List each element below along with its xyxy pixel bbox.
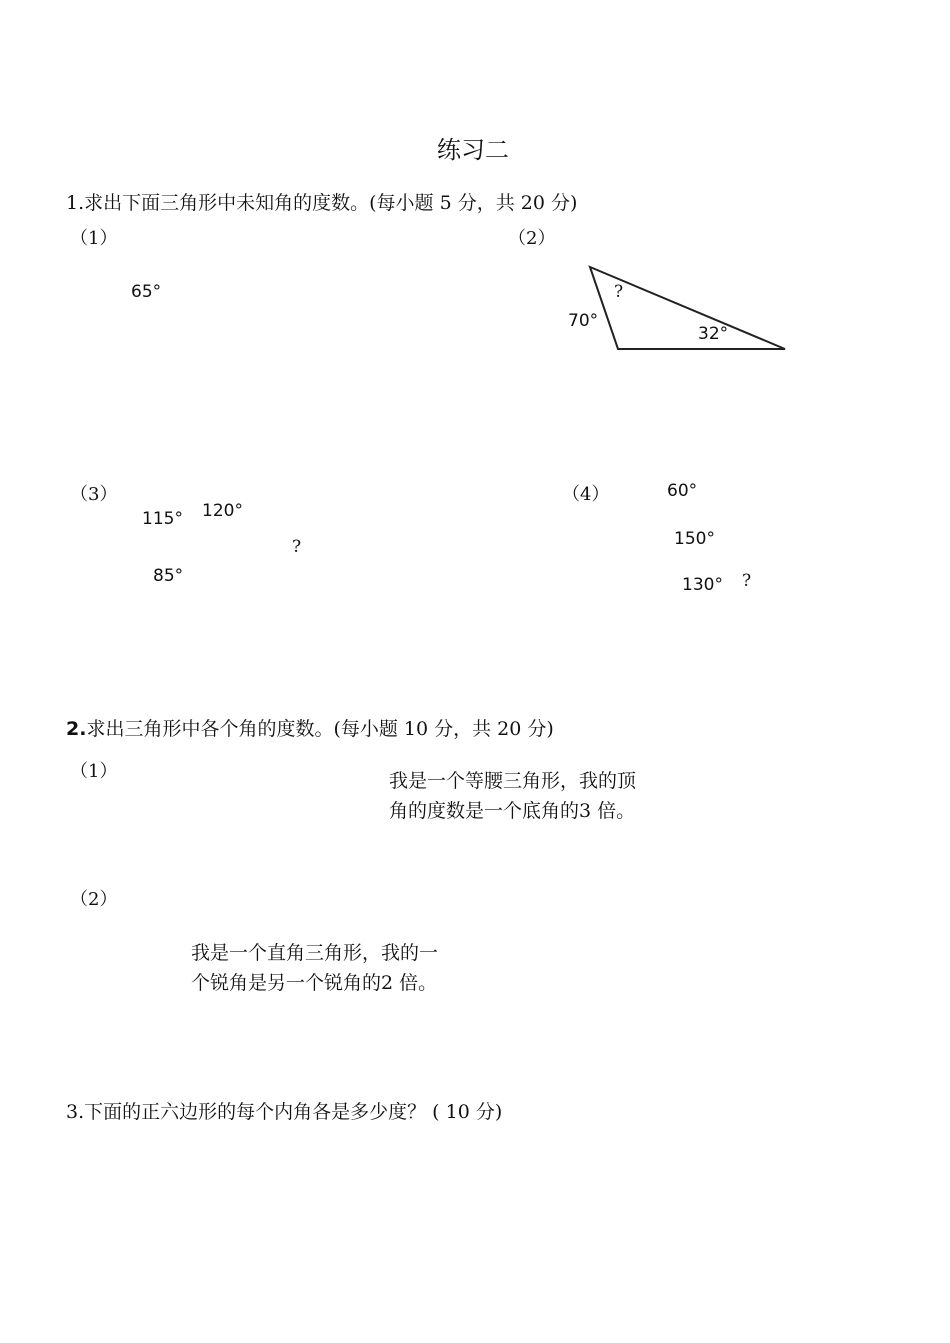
q1-item-3-unknown: ? xyxy=(292,537,302,557)
q2-item-2-statement xyxy=(191,938,438,998)
q2-item-2-line-2: 个锐角是另一个锐角的2 倍。 xyxy=(191,972,438,994)
question-3-prompt: 3.下面的正六边形的每个内角各是多少度？ ( 10 分) xyxy=(66,1101,503,1123)
q1-item-3-angle-b: 120° xyxy=(202,501,243,521)
question-2-prompt xyxy=(66,714,554,741)
q1-item-3-label: （3） xyxy=(70,484,118,505)
q2-item-2-line-1: 我是一个直角三角形，我的一 xyxy=(191,942,439,964)
q1-item-3-angle-c: 85° xyxy=(153,566,184,586)
q2-item-1-line-2: 角的度数是一个底角的3 倍。 xyxy=(389,800,636,822)
q1-item-2-unknown: ? xyxy=(614,282,624,302)
q1-item-4-unknown: ? xyxy=(742,571,752,591)
q1-item-2-angle-b: 32° xyxy=(698,324,729,344)
q2-item-1-line-1: 我是一个等腰三角形，我的顶 xyxy=(389,770,637,792)
page-title: 练习二 xyxy=(437,136,509,164)
q1-item-4-angle-c: 130° xyxy=(682,575,723,595)
q1-item-2-label: （2） xyxy=(508,228,556,249)
q2-item-2-label: （2） xyxy=(70,889,118,910)
q2-item-1-label: （1） xyxy=(70,761,118,782)
q1-item-4-angle-a: 60° xyxy=(667,481,698,501)
q2-item-1-statement xyxy=(389,766,636,826)
q1-item-2-angle-a: 70° xyxy=(568,311,599,331)
question-2-text: 求出三角形中各个角的度数。(每小题 10 分，共 20 分) xyxy=(86,718,554,740)
q1-item-3-angle-a: 115° xyxy=(142,509,183,529)
q1-item-4-angle-b: 150° xyxy=(674,529,715,549)
question-1-prompt: 1.求出下面三角形中未知角的度数。(每小题 5 分，共 20 分) xyxy=(66,192,578,214)
question-2-number: 2. xyxy=(66,718,87,740)
q1-item-4-label: （4） xyxy=(562,484,610,505)
q1-item-1-label: （1） xyxy=(70,228,118,249)
q1-item-1-angle: 65° xyxy=(131,282,162,302)
